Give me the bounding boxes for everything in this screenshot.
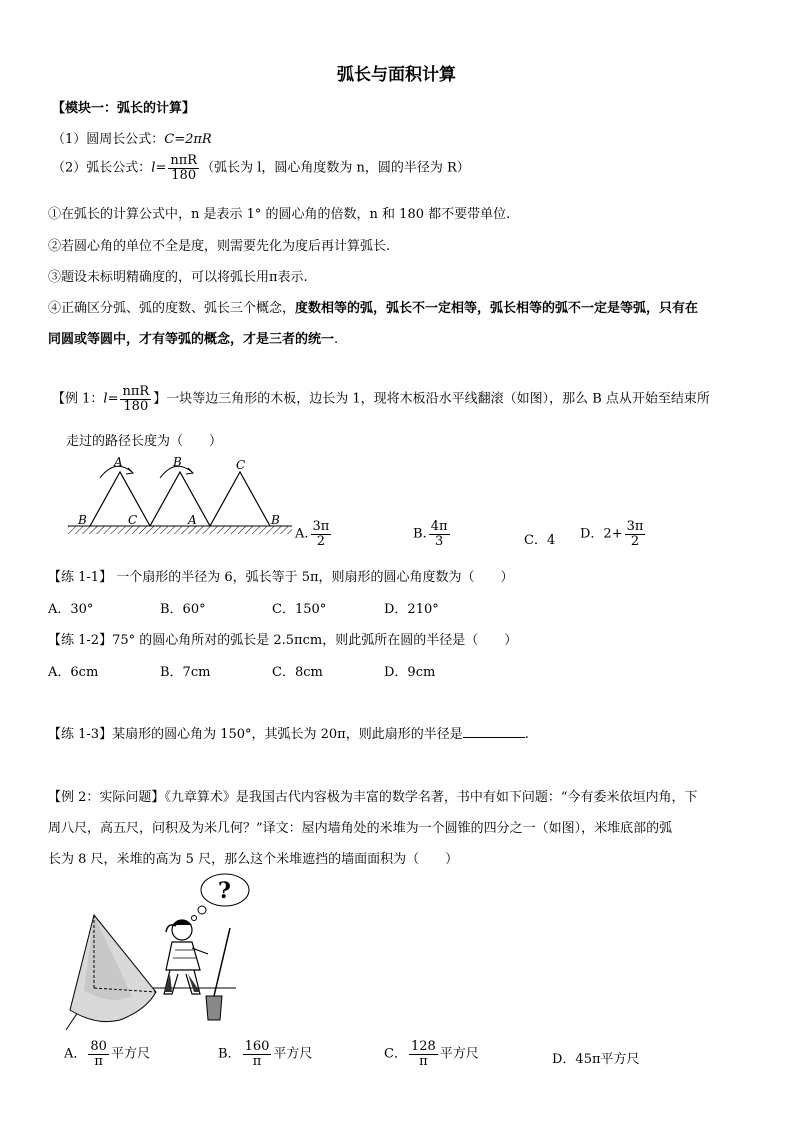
option-label: B．: [218, 1046, 241, 1062]
ground-hatch: [68, 526, 292, 534]
fraction-numerator: 3π: [626, 519, 644, 534]
practice-1-3-text: 【练 1-3】某扇形的圆心角为 150°，其弧长为 20π，则此扇形的半径是: [48, 727, 463, 742]
person-trousers: [164, 974, 200, 992]
triangle-2: [150, 472, 210, 526]
practice-1-1-option-a: A．30°: [48, 602, 94, 617]
note-4-c: 同圆或等圆中，才有等弧的概念，才是三者的统一: [48, 332, 335, 347]
item2-prefix: （2）弧长公式：: [52, 160, 152, 176]
example-1-label-end: 】: [153, 391, 167, 407]
fraction-denominator: π: [94, 1053, 103, 1069]
practice-1-2-option-b: B．7cm: [160, 665, 211, 680]
example-1-label: 【例 1：: [52, 391, 104, 407]
fraction-numerator: 128: [410, 1039, 436, 1054]
circumference-formula: C=2πR: [164, 132, 212, 147]
vertex-label: B: [78, 513, 87, 527]
note-4-d: .: [334, 332, 339, 347]
note-2: ②若圆心角的单位不全是度，则需要先化为度后再计算弧长.: [48, 239, 391, 254]
example-1-line-2: 走过的路径长度为（ ）: [66, 434, 223, 449]
option-label: B.: [413, 526, 427, 542]
option-unit: 平方尺: [273, 1046, 313, 1062]
fraction-numerator: 3π: [312, 519, 330, 534]
fraction-numerator: 4π: [430, 519, 448, 534]
example-2-option-c: [384, 1040, 479, 1068]
fraction-denominator: 3: [434, 533, 444, 549]
option-label: A．: [64, 1046, 87, 1062]
arc-length-fraction: [168, 154, 199, 182]
option-label: D．2+: [580, 526, 623, 542]
bubble-dot: [192, 916, 197, 921]
rolling-triangle-figure: [60, 450, 300, 542]
item1-prefix: （1）圆周长公式：: [52, 132, 165, 147]
practice-1-1-option-b: B．60°: [160, 602, 206, 617]
triangle-3: [210, 472, 270, 526]
practice-1-1-option-c: C．150°: [272, 602, 327, 617]
answer-blank[interactable]: [463, 725, 525, 738]
triangle-1: [90, 472, 150, 526]
vertex-label: B: [271, 513, 280, 527]
person-body: [166, 942, 200, 970]
practice-1-2-option-c: C．8cm: [272, 665, 323, 680]
fraction-denominator: 180: [123, 398, 149, 414]
practice-1-2-option-d: D．9cm: [384, 665, 436, 680]
vertex-label: C: [236, 458, 246, 472]
fraction-denominator: 2: [316, 533, 326, 549]
example-2-line-1: 【例 2：实际问题】《九章算术》是我国古代内容极为丰富的数学名著，书中有如下问题：“今有委米依垣内角，下: [48, 790, 698, 805]
vertex-label: A: [114, 455, 123, 469]
fraction-numerator: 160: [244, 1039, 270, 1054]
option-fraction: [409, 1040, 438, 1068]
practice-1-2-question: 【练 1-2】75° 的圆心角所对的弧长是 2.5πcm，则此弧所在圆的半径是（ ）: [48, 633, 518, 648]
example-1-option-b: [413, 520, 452, 548]
page-title: 弧长与面积计算: [337, 65, 456, 85]
note-1: ①在弧长的计算公式中，n 是表示 1° 的圆心角的倍数，n 和 180 都不要带单位.: [48, 207, 511, 222]
practice-1-1-option-d: D．210°: [384, 602, 439, 617]
option-fraction: [625, 520, 646, 548]
vertex-label: C: [128, 513, 138, 527]
fraction-denominator: 2: [630, 533, 640, 549]
option-unit: 平方尺: [110, 1046, 150, 1062]
example-2-line-2: 周八尺，高五尺，问积及为米几何？”译文：屋内墙角处的米堆为一个圆锥的四分之一（如图），米堆底部的弧: [48, 821, 673, 836]
example-1-lhs: l=: [103, 391, 119, 407]
example-1-option-a: [295, 520, 333, 548]
shovel-blade: [206, 996, 222, 1020]
vertex-label: A: [188, 513, 197, 527]
circumference-formula-line: [52, 128, 212, 147]
fraction-denominator: 180: [171, 167, 197, 183]
practice-1-3-end: .: [524, 727, 529, 742]
option-unit: 平方尺: [439, 1046, 479, 1062]
fraction-numerator: nπR: [122, 384, 150, 399]
shovel-handle: [214, 928, 230, 996]
rice-pile-figure: [60, 870, 250, 1035]
item2-note: （弧长为 l，圆心角度数为 n，圆的半径为 R）: [201, 160, 470, 176]
module-header: 【模块一：弧长的计算】: [52, 101, 196, 116]
example-2-option-d: D．45π平方尺: [552, 1052, 640, 1067]
example-2-option-b: [218, 1040, 312, 1068]
person-hair: [172, 920, 192, 926]
example-2-option-a: [64, 1040, 150, 1068]
fraction-numerator: 80: [90, 1039, 107, 1054]
bubble-dot: [198, 906, 206, 914]
vertex-label: B: [173, 455, 182, 469]
fraction-denominator: π: [419, 1053, 428, 1069]
fraction-numerator: nπR: [170, 153, 198, 168]
example-1-option-c: C．4: [524, 533, 556, 548]
option-fraction: [88, 1040, 109, 1068]
example-2-line-3: 长为 8 尺，米堆的高为 5 尺，那么这个米堆遮挡的墙面面积为（ ）: [48, 852, 459, 867]
option-fraction: [429, 520, 450, 548]
note-3: ③题设未标明精确度的，可以将弧长用π表示.: [48, 270, 308, 285]
note-4-line-1: [48, 297, 698, 316]
fraction-denominator: π: [252, 1053, 262, 1069]
item2-lhs: l=: [151, 160, 167, 176]
note-4-b: 度数相等的弧，弧长不一定相等，弧长相等的弧不一定是等弧，只有在: [295, 301, 699, 316]
example-1-line-1: [52, 385, 710, 413]
practice-1-2-option-a: A．6cm: [48, 665, 99, 680]
example-1-option-d: [580, 520, 647, 548]
practice-1-1-question: 【练 1-1】 一个扇形的半径为 6，弧长等于 5π，则扇形的圆心角度数为（ ）: [48, 570, 514, 585]
example-1-text-1: 一块等边三角形的木板，边长为 1，现将木板沿水平线翻滚（如图），那么 B 点从开始至结束所: [166, 391, 710, 407]
option-label: C．: [384, 1046, 407, 1062]
option-fraction: [311, 520, 332, 548]
note-4-line-2: [48, 328, 338, 347]
practice-1-3-question: [48, 723, 529, 742]
option-fraction: [243, 1040, 272, 1068]
note-4-a: ④正确区分弧、弧的度数、弧长三个概念，: [48, 301, 296, 316]
question-mark-icon: ?: [218, 878, 231, 904]
arc-length-formula-line: [52, 154, 470, 182]
example-1-fraction: [120, 385, 151, 413]
option-label: A.: [295, 526, 309, 542]
